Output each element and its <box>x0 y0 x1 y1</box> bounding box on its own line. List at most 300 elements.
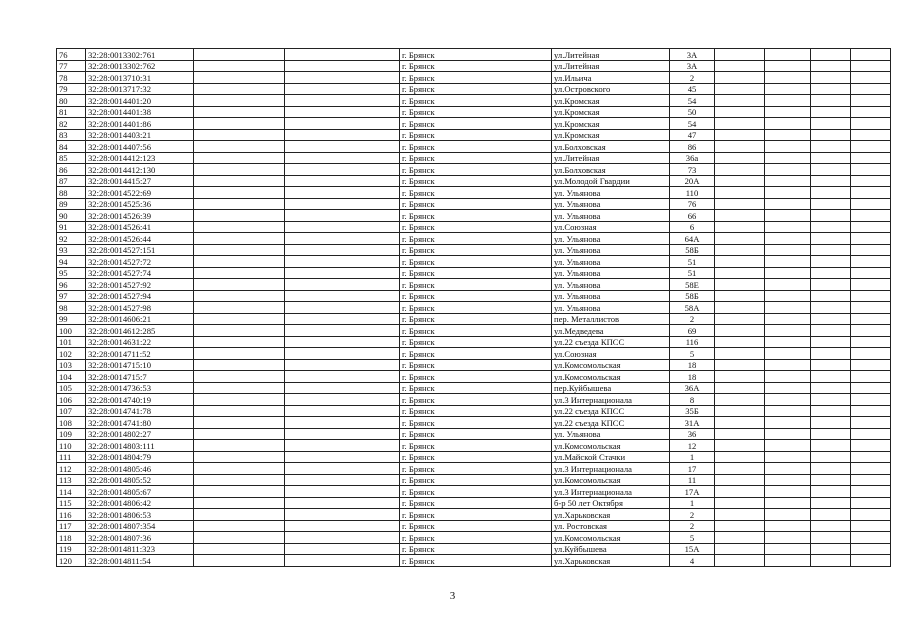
empty-cell <box>285 520 400 532</box>
empty-cell <box>851 359 891 371</box>
empty-cell <box>194 198 285 210</box>
city-cell: г. Брянск <box>400 141 552 153</box>
house-number-cell: 11 <box>670 474 715 486</box>
city-cell: г. Брянск <box>400 152 552 164</box>
empty-cell <box>851 405 891 417</box>
row-number-cell: 90 <box>57 210 86 222</box>
empty-cell <box>194 555 285 567</box>
city-cell: г. Брянск <box>400 405 552 417</box>
cadastral-number-cell: 32:28:0014527:92 <box>86 279 194 291</box>
empty-cell <box>194 49 285 61</box>
empty-cell <box>811 463 851 475</box>
empty-cell <box>715 359 765 371</box>
empty-cell <box>715 394 765 406</box>
table-row <box>57 302 891 314</box>
empty-cell <box>715 152 765 164</box>
cadastral-number-cell: 32:28:0014803:111 <box>86 440 194 452</box>
empty-cell <box>851 83 891 95</box>
empty-cell <box>194 463 285 475</box>
empty-cell <box>285 382 400 394</box>
cadastral-number-cell: 32:28:0014412:123 <box>86 152 194 164</box>
row-number-cell: 98 <box>57 302 86 314</box>
row-number-cell: 114 <box>57 486 86 498</box>
city-cell: г. Брянск <box>400 60 552 72</box>
house-number-cell: 12 <box>670 440 715 452</box>
city-cell: г. Брянск <box>400 221 552 233</box>
cadastral-number-cell: 32:28:0014715:10 <box>86 359 194 371</box>
house-number-cell: 51 <box>670 256 715 268</box>
house-number-cell: 54 <box>670 95 715 107</box>
table-row <box>57 267 891 279</box>
empty-cell <box>811 106 851 118</box>
table-row <box>57 129 891 141</box>
empty-cell <box>285 405 400 417</box>
row-number-cell: 94 <box>57 256 86 268</box>
cadastral-number-cell: 32:28:0014522:69 <box>86 187 194 199</box>
empty-cell <box>765 348 811 360</box>
empty-cell <box>715 83 765 95</box>
row-number-cell: 82 <box>57 118 86 130</box>
empty-cell <box>285 106 400 118</box>
empty-cell <box>811 405 851 417</box>
empty-cell <box>765 60 811 72</box>
house-number-cell: 116 <box>670 336 715 348</box>
row-number-cell: 100 <box>57 325 86 337</box>
empty-cell <box>811 187 851 199</box>
empty-cell <box>285 267 400 279</box>
street-cell: ул. Ульянова <box>552 198 670 210</box>
city-cell: г. Брянск <box>400 394 552 406</box>
empty-cell <box>194 83 285 95</box>
city-cell: г. Брянск <box>400 233 552 245</box>
empty-cell <box>285 129 400 141</box>
empty-cell <box>811 497 851 509</box>
table-row <box>57 141 891 153</box>
empty-cell <box>715 187 765 199</box>
table-row <box>57 451 891 463</box>
street-cell: б-р 50 лет Октября <box>552 497 670 509</box>
cadastral-number-cell: 32:28:0014412:130 <box>86 164 194 176</box>
row-number-cell: 103 <box>57 359 86 371</box>
street-cell: ул.Островского <box>552 83 670 95</box>
city-cell: г. Брянск <box>400 198 552 210</box>
empty-cell <box>765 359 811 371</box>
row-number-cell: 78 <box>57 72 86 84</box>
empty-cell <box>194 244 285 256</box>
house-number-cell: 73 <box>670 164 715 176</box>
cadastral-number-cell: 32:28:0014811:54 <box>86 555 194 567</box>
city-cell: г. Брянск <box>400 95 552 107</box>
house-number-cell: 3А <box>670 60 715 72</box>
empty-cell <box>194 394 285 406</box>
empty-cell <box>851 279 891 291</box>
table-row <box>57 233 891 245</box>
empty-cell <box>765 141 811 153</box>
empty-cell <box>811 532 851 544</box>
street-cell: ул.Комсомольская <box>552 371 670 383</box>
empty-cell <box>851 198 891 210</box>
empty-cell <box>811 509 851 521</box>
house-number-cell: 50 <box>670 106 715 118</box>
empty-cell <box>285 198 400 210</box>
empty-cell <box>285 175 400 187</box>
street-cell: ул. Ульянова <box>552 233 670 245</box>
table-row <box>57 83 891 95</box>
street-cell: ул.Комсомольская <box>552 532 670 544</box>
city-cell: г. Брянск <box>400 187 552 199</box>
empty-cell <box>851 313 891 325</box>
empty-cell <box>715 118 765 130</box>
cadastral-number-cell: 32:28:0014631:22 <box>86 336 194 348</box>
empty-cell <box>715 543 765 555</box>
empty-cell <box>194 543 285 555</box>
empty-cell <box>285 95 400 107</box>
city-cell: г. Брянск <box>400 382 552 394</box>
street-cell: ул. Ростовская <box>552 520 670 532</box>
street-cell: ул.22 съезда КПСС <box>552 336 670 348</box>
city-cell: г. Брянск <box>400 474 552 486</box>
empty-cell <box>285 60 400 72</box>
empty-cell <box>765 451 811 463</box>
house-number-cell: 31А <box>670 417 715 429</box>
empty-cell <box>765 267 811 279</box>
house-number-cell: 3А <box>670 49 715 61</box>
house-number-cell: 36 <box>670 428 715 440</box>
row-number-cell: 108 <box>57 417 86 429</box>
row-number-cell: 109 <box>57 428 86 440</box>
house-number-cell: 2 <box>670 520 715 532</box>
table-row <box>57 325 891 337</box>
table-body <box>57 49 891 567</box>
empty-cell <box>765 555 811 567</box>
cadastral-number-cell: 32:28:0014527:151 <box>86 244 194 256</box>
cadastral-number-cell: 32:28:0013710:31 <box>86 72 194 84</box>
table-row <box>57 543 891 555</box>
house-number-cell: 8 <box>670 394 715 406</box>
row-number-cell: 105 <box>57 382 86 394</box>
empty-cell <box>851 244 891 256</box>
empty-cell <box>285 463 400 475</box>
table-row <box>57 371 891 383</box>
empty-cell <box>715 302 765 314</box>
table-row <box>57 474 891 486</box>
empty-cell <box>715 497 765 509</box>
house-number-cell: 5 <box>670 532 715 544</box>
row-number-cell: 97 <box>57 290 86 302</box>
empty-cell <box>715 371 765 383</box>
empty-cell <box>811 336 851 348</box>
empty-cell <box>851 49 891 61</box>
empty-cell <box>715 175 765 187</box>
empty-cell <box>811 141 851 153</box>
empty-cell <box>194 509 285 521</box>
house-number-cell: 51 <box>670 267 715 279</box>
row-number-cell: 87 <box>57 175 86 187</box>
empty-cell <box>715 474 765 486</box>
empty-cell <box>285 118 400 130</box>
cadastral-number-cell: 32:28:0014806:42 <box>86 497 194 509</box>
cadastral-number-cell: 32:28:0014527:74 <box>86 267 194 279</box>
empty-cell <box>194 325 285 337</box>
empty-cell <box>851 290 891 302</box>
empty-cell <box>765 313 811 325</box>
empty-cell <box>851 175 891 187</box>
empty-cell <box>851 532 891 544</box>
empty-cell <box>194 371 285 383</box>
row-number-cell: 113 <box>57 474 86 486</box>
empty-cell <box>811 267 851 279</box>
empty-cell <box>811 486 851 498</box>
empty-cell <box>715 106 765 118</box>
empty-cell <box>851 302 891 314</box>
empty-cell <box>851 210 891 222</box>
empty-cell <box>285 474 400 486</box>
empty-cell <box>285 348 400 360</box>
empty-cell <box>194 164 285 176</box>
empty-cell <box>194 152 285 164</box>
empty-cell <box>285 141 400 153</box>
street-cell: ул.Харьковская <box>552 509 670 521</box>
page-number: 3 <box>449 590 456 602</box>
row-number-cell: 93 <box>57 244 86 256</box>
empty-cell <box>811 348 851 360</box>
empty-cell <box>765 325 811 337</box>
house-number-cell: 2 <box>670 72 715 84</box>
empty-cell <box>765 175 811 187</box>
cadastral-number-cell: 32:28:0014711:52 <box>86 348 194 360</box>
street-cell: ул.Кромская <box>552 129 670 141</box>
street-cell: ул.Союзная <box>552 348 670 360</box>
row-number-cell: 115 <box>57 497 86 509</box>
empty-cell <box>285 486 400 498</box>
empty-cell <box>715 72 765 84</box>
empty-cell <box>285 233 400 245</box>
house-number-cell: 20А <box>670 175 715 187</box>
empty-cell <box>715 60 765 72</box>
empty-cell <box>285 256 400 268</box>
street-cell: ул. Ульянова <box>552 244 670 256</box>
cadastral-number-cell: 32:28:0014527:98 <box>86 302 194 314</box>
row-number-cell: 106 <box>57 394 86 406</box>
empty-cell <box>765 129 811 141</box>
empty-cell <box>715 210 765 222</box>
empty-cell <box>765 256 811 268</box>
house-number-cell: 110 <box>670 187 715 199</box>
empty-cell <box>851 382 891 394</box>
table-row <box>57 405 891 417</box>
empty-cell <box>851 72 891 84</box>
empty-cell <box>715 49 765 61</box>
empty-cell <box>851 267 891 279</box>
street-cell: ул.Куйбышева <box>552 543 670 555</box>
empty-cell <box>811 394 851 406</box>
cadastral-number-cell: 32:28:0014807:36 <box>86 532 194 544</box>
table-row <box>57 359 891 371</box>
house-number-cell: 58Е <box>670 279 715 291</box>
empty-cell <box>285 532 400 544</box>
empty-cell <box>715 440 765 452</box>
empty-cell <box>194 359 285 371</box>
row-number-cell: 92 <box>57 233 86 245</box>
empty-cell <box>765 417 811 429</box>
row-number-cell: 104 <box>57 371 86 383</box>
empty-cell <box>285 440 400 452</box>
empty-cell <box>811 474 851 486</box>
street-cell: ул. Ульянова <box>552 210 670 222</box>
city-cell: г. Брянск <box>400 371 552 383</box>
row-number-cell: 107 <box>57 405 86 417</box>
empty-cell <box>765 83 811 95</box>
empty-cell <box>765 233 811 245</box>
empty-cell <box>715 532 765 544</box>
house-number-cell: 86 <box>670 141 715 153</box>
empty-cell <box>811 95 851 107</box>
empty-cell <box>194 474 285 486</box>
cadastral-number-cell: 32:28:0014807:354 <box>86 520 194 532</box>
city-cell: г. Брянск <box>400 486 552 498</box>
empty-cell <box>715 244 765 256</box>
empty-cell <box>715 382 765 394</box>
cadastral-number-cell: 32:28:0014401:20 <box>86 95 194 107</box>
city-cell: г. Брянск <box>400 509 552 521</box>
empty-cell <box>715 486 765 498</box>
table-row <box>57 49 891 61</box>
house-number-cell: 36А <box>670 382 715 394</box>
cadastral-number-cell: 32:28:0014525:36 <box>86 198 194 210</box>
cadastral-number-cell: 32:28:0013717:32 <box>86 83 194 95</box>
empty-cell <box>194 405 285 417</box>
cadastral-number-cell: 32:28:0014802:27 <box>86 428 194 440</box>
house-number-cell: 47 <box>670 129 715 141</box>
table-row <box>57 118 891 130</box>
empty-cell <box>851 509 891 521</box>
empty-cell <box>765 428 811 440</box>
street-cell: пер.Куйбышева <box>552 382 670 394</box>
cadastral-number-cell: 32:28:0014805:52 <box>86 474 194 486</box>
street-cell: ул.Молодой Гвардии <box>552 175 670 187</box>
table-row <box>57 187 891 199</box>
cadastral-number-cell: 32:28:0014811:323 <box>86 543 194 555</box>
empty-cell <box>811 72 851 84</box>
street-cell: ул.Литейная <box>552 60 670 72</box>
city-cell: г. Брянск <box>400 302 552 314</box>
row-number-cell: 79 <box>57 83 86 95</box>
city-cell: г. Брянск <box>400 72 552 84</box>
empty-cell <box>811 175 851 187</box>
registry-table <box>56 48 891 567</box>
street-cell: ул.22 съезда КПСС <box>552 417 670 429</box>
row-number-cell: 91 <box>57 221 86 233</box>
city-cell: г. Брянск <box>400 279 552 291</box>
empty-cell <box>715 520 765 532</box>
house-number-cell: 76 <box>670 198 715 210</box>
street-cell: ул.Медведева <box>552 325 670 337</box>
table-row <box>57 256 891 268</box>
empty-cell <box>285 279 400 291</box>
empty-cell <box>811 244 851 256</box>
empty-cell <box>765 543 811 555</box>
row-number-cell: 77 <box>57 60 86 72</box>
empty-cell <box>194 532 285 544</box>
table-row <box>57 497 891 509</box>
street-cell: ул.Литейная <box>552 152 670 164</box>
empty-cell <box>715 129 765 141</box>
cadastral-number-cell: 32:28:0014736:53 <box>86 382 194 394</box>
empty-cell <box>811 221 851 233</box>
empty-cell <box>765 405 811 417</box>
row-number-cell: 99 <box>57 313 86 325</box>
empty-cell <box>851 164 891 176</box>
empty-cell <box>765 336 811 348</box>
empty-cell <box>851 520 891 532</box>
empty-cell <box>285 497 400 509</box>
empty-cell <box>715 463 765 475</box>
empty-cell <box>811 256 851 268</box>
empty-cell <box>811 382 851 394</box>
empty-cell <box>285 543 400 555</box>
row-number-cell: 96 <box>57 279 86 291</box>
empty-cell <box>285 164 400 176</box>
row-number-cell: 102 <box>57 348 86 360</box>
empty-cell <box>765 371 811 383</box>
table-row <box>57 164 891 176</box>
empty-cell <box>194 129 285 141</box>
empty-cell <box>811 83 851 95</box>
empty-cell <box>194 336 285 348</box>
row-number-cell: 85 <box>57 152 86 164</box>
street-cell: пер. Металлистов <box>552 313 670 325</box>
street-cell: ул.Болховская <box>552 164 670 176</box>
city-cell: г. Брянск <box>400 175 552 187</box>
row-number-cell: 118 <box>57 532 86 544</box>
empty-cell <box>851 348 891 360</box>
empty-cell <box>851 187 891 199</box>
city-cell: г. Брянск <box>400 359 552 371</box>
city-cell: г. Брянск <box>400 267 552 279</box>
street-cell: ул. Ульянова <box>552 256 670 268</box>
empty-cell <box>285 313 400 325</box>
row-number-cell: 117 <box>57 520 86 532</box>
empty-cell <box>194 221 285 233</box>
table-row <box>57 520 891 532</box>
table-row <box>57 152 891 164</box>
table-row <box>57 440 891 452</box>
empty-cell <box>715 336 765 348</box>
empty-cell <box>811 371 851 383</box>
city-cell: г. Брянск <box>400 313 552 325</box>
city-cell: г. Брянск <box>400 83 552 95</box>
city-cell: г. Брянск <box>400 244 552 256</box>
cadastral-number-cell: 32:28:0014401:38 <box>86 106 194 118</box>
street-cell: ул. Ульянова <box>552 187 670 199</box>
empty-cell <box>715 233 765 245</box>
empty-cell <box>811 152 851 164</box>
empty-cell <box>851 60 891 72</box>
city-cell: г. Брянск <box>400 348 552 360</box>
house-number-cell: 15А <box>670 543 715 555</box>
empty-cell <box>765 198 811 210</box>
empty-cell <box>194 417 285 429</box>
empty-cell <box>851 221 891 233</box>
row-number-cell: 95 <box>57 267 86 279</box>
empty-cell <box>194 428 285 440</box>
city-cell: г. Брянск <box>400 336 552 348</box>
table-row <box>57 532 891 544</box>
empty-cell <box>715 267 765 279</box>
table-row <box>57 175 891 187</box>
house-number-cell: 66 <box>670 210 715 222</box>
empty-cell <box>765 106 811 118</box>
